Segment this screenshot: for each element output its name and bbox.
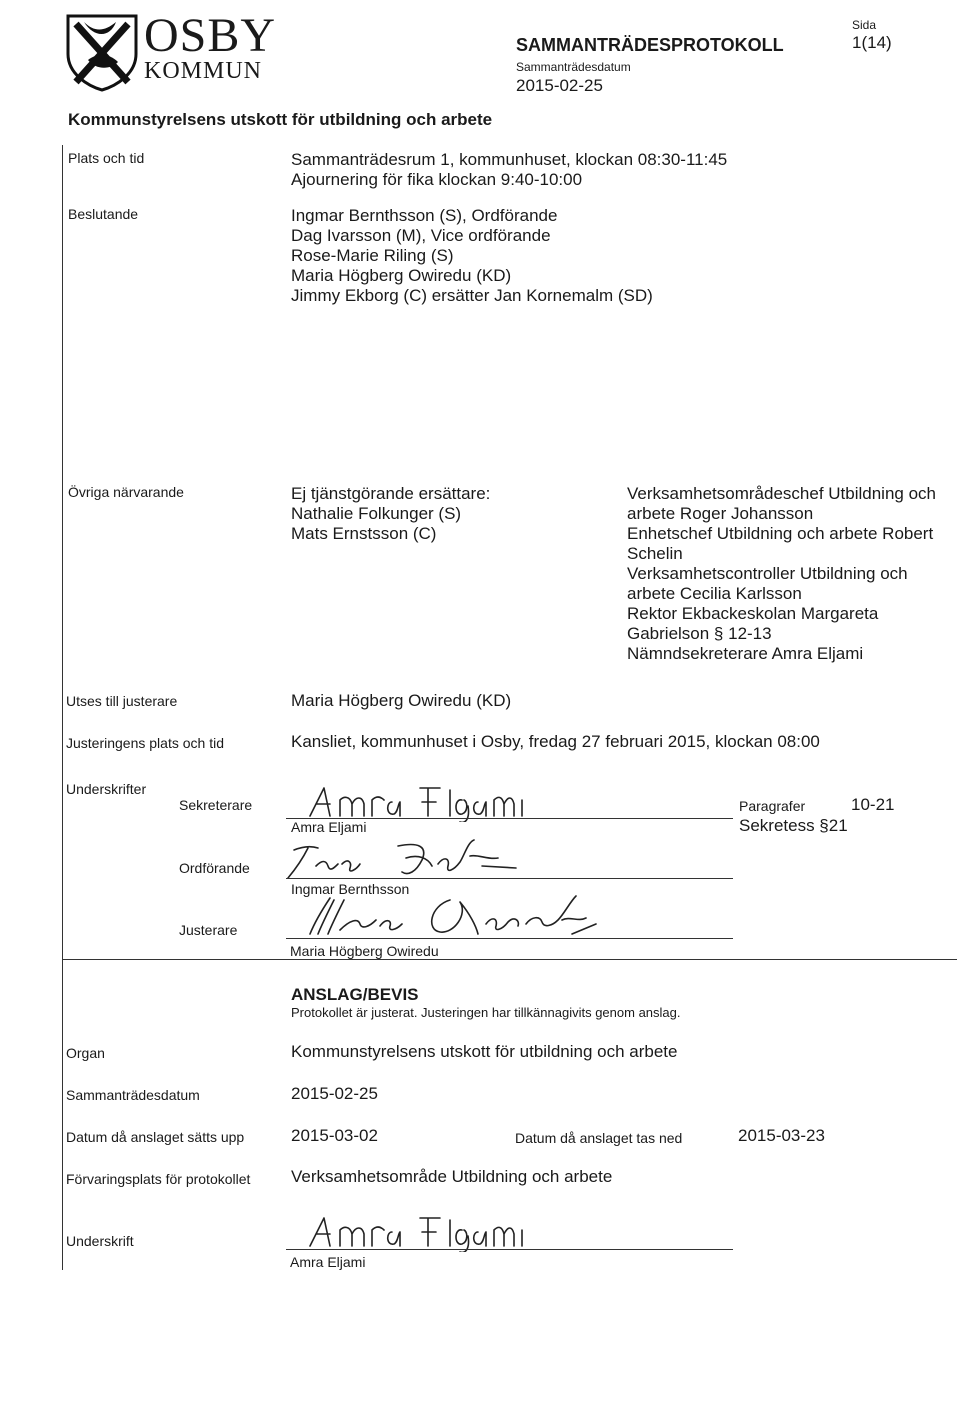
osby-logo: [64, 9, 277, 94]
posted-label: Datum då anslaget sätts upp: [66, 1129, 245, 1145]
deciding-label: Beslutande: [68, 206, 139, 222]
place-lines: [291, 150, 727, 190]
page-label: Sida: [852, 18, 877, 32]
deciding-list: [291, 206, 653, 306]
list-item: Nathalie Folkunger (S): [291, 504, 462, 523]
signatures-label: Underskrifter: [66, 781, 147, 797]
notice-signature: [300, 1212, 530, 1252]
list-item: arbete Cecilia Karlsson: [627, 584, 802, 603]
list-item: Maria Högberg Owiredu (KD): [291, 266, 512, 285]
list-item: Dag Ivarsson (M), Vice ordförande: [291, 226, 551, 245]
organ-label: Organ: [66, 1045, 105, 1061]
notice-subtitle: Protokollet är justerat. Justeringen har tillkännagivits genom anslag.: [291, 1005, 681, 1020]
list-item: Ingmar Bernthsson (S), Ordförande: [291, 206, 558, 225]
adjuster-name: Maria Högberg Owiredu (KD): [291, 691, 512, 710]
place-label: Plats och tid: [68, 150, 145, 166]
adjust-place-label: Justeringens plats och tid: [66, 735, 224, 751]
notice-signature-line: [286, 1249, 733, 1250]
posted-date: 2015-03-02: [291, 1126, 378, 1145]
logo-osby-text: OSBY: [144, 9, 277, 62]
page-number: 1(14): [852, 33, 892, 52]
list-item: arbete Roger Johansson: [627, 504, 814, 523]
coat-of-arms-icon: [64, 12, 140, 92]
committee-title: Kommunstyrelsens utskott för utbildning och arbete: [68, 110, 493, 129]
storage-label: Förvaringsplats för protokollet: [66, 1171, 251, 1187]
list-item: Ej tjänstgörande ersättare:: [291, 484, 491, 503]
organ-value: Kommunstyrelsens utskott för utbildning och arbete: [291, 1042, 678, 1061]
removed-label: Datum då anslaget tas ned: [515, 1130, 683, 1146]
chair-name: Ingmar Bernthsson: [291, 881, 410, 897]
list-item: Rektor Ekbackeskolan Margareta: [627, 604, 879, 623]
logo-kommun-text: KOMMUN: [144, 58, 263, 84]
list-item: Verksamhetscontroller Utbildning och: [627, 564, 908, 583]
list-item: Nämndsekreterare Amra Eljami: [627, 644, 864, 663]
list-item: Gabrielson § 12-13: [627, 624, 772, 643]
chair-signature-line: [286, 878, 733, 879]
list-item: Schelin: [627, 544, 683, 563]
list-item: Jimmy Ekborg (C) ersätter Jan Kornemalm (SD): [291, 286, 653, 305]
substitutes-list: [291, 484, 490, 544]
list-item: Mats Ernstsson (C): [291, 524, 437, 543]
others-label: Övriga närvarande: [68, 484, 184, 500]
notice-title: ANSLAG/BEVIS: [291, 985, 419, 1004]
secretary-label: Sekreterare: [179, 797, 253, 813]
chair-label: Ordförande: [179, 860, 250, 876]
adjuster-label: Utses till justerare: [66, 693, 178, 709]
meeting-date: 2015-02-25: [516, 76, 603, 95]
list-item: Rose-Marie Riling (S): [291, 246, 454, 265]
secretary-signature: [300, 782, 530, 822]
place-line: Ajournering för fika klockan 9:40-10:00: [291, 170, 583, 189]
secretary-name: Amra Eljami: [291, 819, 367, 835]
left-margin-rule: [62, 145, 63, 1270]
notice-date: 2015-02-25: [291, 1084, 378, 1103]
section-divider: [62, 959, 957, 960]
officials-list: [627, 484, 936, 664]
adjust-place: Kansliet, kommunhuset i Osby, fredag 27 februari 2015, klockan 08:00: [291, 732, 820, 751]
date-label: Sammanträdesdatum: [516, 60, 631, 74]
paragraphs-label: Paragrafer: [739, 798, 806, 814]
place-line: Sammanträdesrum 1, kommunhuset, klockan 08:30-11:45: [291, 150, 728, 169]
signature-label: Underskrift: [66, 1233, 134, 1249]
secrecy-note: Sekretess §21: [739, 816, 848, 835]
paragraphs-value: 10-21: [851, 795, 895, 814]
adjuster-signer-name: Maria Högberg Owiredu: [290, 943, 439, 959]
notice-date-label: Sammanträdesdatum: [66, 1087, 200, 1103]
notice-signer-name: Amra Eljami: [290, 1254, 366, 1270]
adjuster-signature: [300, 890, 620, 942]
justerare-label: Justerare: [179, 922, 238, 938]
list-item: Verksamhetsområdeschef Utbildning och: [627, 484, 936, 503]
removed-date: 2015-03-23: [738, 1126, 825, 1145]
adjuster-signature-line: [286, 938, 733, 939]
storage-value: Verksamhetsområde Utbildning och arbete: [291, 1167, 613, 1186]
list-item: Enhetschef Utbildning och arbete Robert: [627, 524, 934, 543]
doc-type: SAMMANTRÄDESPROTOKOLL: [516, 35, 784, 55]
